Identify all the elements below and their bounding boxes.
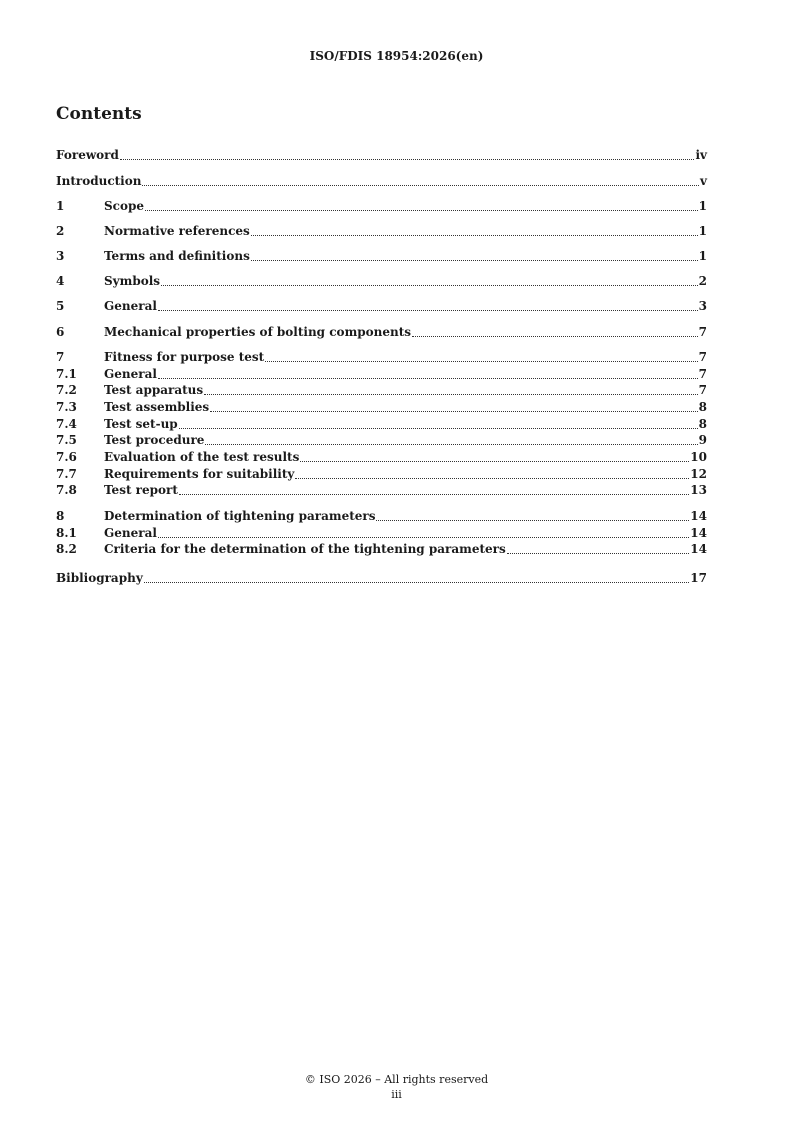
toc-entry-page: 7 — [698, 325, 707, 339]
toc-entry-7[interactable] — [56, 350, 707, 365]
toc-entry-page: 17 — [690, 571, 707, 585]
toc-entry-page: 10 — [690, 450, 707, 464]
dot-leader — [265, 361, 697, 362]
toc-entry-label: Test set-up — [104, 417, 178, 431]
toc-entry-number: 4 — [56, 274, 65, 288]
toc-entry-bibliography[interactable] — [56, 571, 707, 586]
toc-entry-label: General — [104, 367, 157, 381]
dot-leader — [507, 553, 690, 554]
toc-entry-number: 7.5 — [56, 433, 77, 447]
dot-leader — [204, 394, 698, 395]
toc-entry-number: 1 — [56, 199, 65, 213]
dot-leader — [145, 210, 698, 211]
dot-leader — [179, 494, 689, 495]
toc-entry-label: Determination of tightening parameters — [104, 509, 376, 523]
toc-entry-label: General — [104, 526, 157, 540]
toc-entry-number: 6 — [56, 325, 65, 339]
toc-entry-7-8[interactable] — [56, 483, 707, 498]
dot-leader — [376, 520, 689, 521]
toc-entry-6[interactable] — [56, 325, 707, 340]
toc-entry-label: Test apparatus — [104, 383, 204, 397]
toc-entry-page: 14 — [690, 509, 707, 523]
toc-entry-number: 8.2 — [56, 542, 77, 556]
toc-entry-label: Evaluation of the test results — [104, 450, 300, 464]
dot-leader — [295, 478, 689, 479]
dot-leader — [251, 235, 698, 236]
dot-leader — [142, 185, 699, 186]
toc-entry-page: 8 — [698, 417, 707, 431]
toc-entry-7-5[interactable] — [56, 433, 707, 448]
toc-entry-label: Test assemblies — [104, 400, 210, 414]
toc-entry-label: Normative references — [104, 224, 250, 238]
dot-leader — [161, 285, 698, 286]
page-number: iii — [391, 1088, 402, 1101]
toc-entry-page: v — [700, 174, 707, 188]
document-id-header: ISO/FDIS 18954:2026(en) — [309, 49, 484, 63]
toc-entry-7-2[interactable] — [56, 383, 707, 398]
toc-entry-7-1[interactable] — [56, 367, 707, 382]
toc-entry-5[interactable] — [56, 299, 707, 314]
toc-entry-label: Foreword — [56, 148, 119, 162]
toc-entry-number: 7.2 — [56, 383, 77, 397]
toc-entry-page: 7 — [698, 350, 707, 364]
toc-entry-4[interactable] — [56, 274, 707, 289]
toc-entry-number: 7.1 — [56, 367, 77, 381]
toc-entry-7-4[interactable] — [56, 417, 707, 432]
toc-entry-page: 13 — [690, 483, 707, 497]
toc-entry-8[interactable] — [56, 509, 707, 524]
toc-entry-introduction[interactable] — [56, 174, 707, 189]
dot-leader — [210, 411, 697, 412]
toc-entry-label: Symbols — [104, 274, 161, 288]
dot-leader — [251, 260, 698, 261]
toc-entry-8-2[interactable] — [56, 542, 707, 557]
toc-entry-page: 1 — [698, 249, 707, 263]
toc-entry-8-1[interactable] — [56, 526, 707, 541]
toc-entry-page: 14 — [690, 542, 707, 556]
copyright-notice: © ISO 2026 – All rights reserved — [304, 1073, 489, 1086]
toc-entry-page: 7 — [698, 367, 707, 381]
toc-entry-label: Test procedure — [104, 433, 205, 447]
toc-entry-page: 14 — [690, 526, 707, 540]
dot-leader — [205, 444, 697, 445]
toc-entry-number: 7.7 — [56, 467, 77, 481]
toc-entry-3[interactable] — [56, 249, 707, 264]
toc-entry-page: 8 — [698, 400, 707, 414]
toc-entry-page: 3 — [698, 299, 707, 313]
toc-entry-number: 7 — [56, 350, 65, 364]
toc-entry-label: Mechanical properties of bolting components — [104, 325, 412, 339]
toc-entry-1[interactable] — [56, 199, 707, 214]
toc-entry-page: iv — [695, 148, 707, 162]
dot-leader — [158, 537, 689, 538]
toc-entry-number: 7.8 — [56, 483, 77, 497]
dot-leader — [144, 582, 690, 583]
toc-entry-page: 7 — [698, 383, 707, 397]
toc-entry-label: Fitness for purpose test — [104, 350, 265, 364]
toc-entry-number: 7.6 — [56, 450, 77, 464]
toc-entry-label: Scope — [104, 199, 145, 213]
toc-entry-label: Test report — [104, 483, 178, 497]
toc-entry-label: Criteria for the determination of the tightening parameters — [104, 542, 506, 556]
page-footer — [0, 1072, 793, 1102]
toc-entry-page: 1 — [698, 224, 707, 238]
dot-leader — [158, 310, 698, 311]
toc-entry-number: 2 — [56, 224, 65, 238]
toc-entry-number: 5 — [56, 299, 65, 313]
dot-leader — [300, 461, 689, 462]
contents-title: Contents — [56, 104, 142, 124]
toc-entry-7-6[interactable] — [56, 450, 707, 465]
dot-leader — [179, 428, 698, 429]
toc-entry-number: 7.3 — [56, 400, 77, 414]
toc-entry-7-3[interactable] — [56, 400, 707, 415]
toc-entry-label: Bibliography — [56, 571, 143, 585]
dot-leader — [158, 378, 698, 379]
toc-entry-page: 12 — [690, 467, 707, 481]
toc-entry-page: 1 — [698, 199, 707, 213]
toc-entry-label: Terms and definitions — [104, 249, 250, 263]
toc-entry-number: 3 — [56, 249, 65, 263]
dot-leader — [412, 336, 698, 337]
toc-entry-label: Introduction — [56, 174, 142, 188]
toc-entry-number: 8 — [56, 509, 65, 523]
toc-entry-label: Requirements for suitability — [104, 467, 295, 481]
toc-entry-2[interactable] — [56, 224, 707, 239]
toc-entry-7-7[interactable] — [56, 467, 707, 482]
toc-entry-foreword[interactable] — [56, 148, 707, 163]
dot-leader — [120, 159, 695, 160]
toc-entry-page: 9 — [698, 433, 707, 447]
toc-entry-number: 8.1 — [56, 526, 77, 540]
toc-entry-number: 7.4 — [56, 417, 77, 431]
toc-entry-page: 2 — [698, 274, 707, 288]
toc-entry-label: General — [104, 299, 157, 313]
